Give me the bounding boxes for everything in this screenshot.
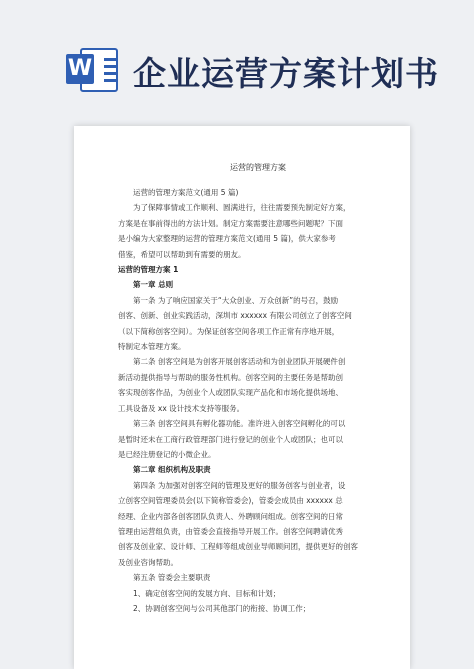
text-line: 特制定本管理方案。	[118, 342, 186, 352]
document-page	[74, 126, 410, 669]
text-line: 为了保障事情或工作顺利、圆满进行，往往需要预先制定好方案，	[133, 203, 351, 213]
text-line: 1、确定创客空间的发展方向、目标和计划；	[133, 588, 281, 598]
text-line: 客实现创客作品，为创业个人或团队实现产品化和市场化提供场地、	[118, 388, 343, 398]
text-line: 创客及创业家、设计师、工程师等组成创业导师顾问团，提供更好的创客	[118, 542, 358, 552]
header-banner	[0, 0, 474, 110]
text-line: 第一条 为了响应国家关于“大众创业、万众创新”的号召，鼓励	[133, 295, 339, 305]
text-line: 管理由运营组负责，由管委会直接指导开展工作。创客空间聘请优秀	[118, 526, 343, 536]
text-line: 新活动提供指导与帮助的服务性机构。创客空间的主要任务是帮助创	[118, 372, 343, 382]
text-line: 是暂时还未在工商行政管理部门进行登记的创业个人或团队；也可以	[118, 434, 343, 444]
text-line: 第四条 为加强对创客空间的管理及更好的服务创客与创业者，设	[133, 480, 346, 490]
document-title: 运营的管理方案	[230, 163, 286, 172]
section-heading: 运营的管理方案 1	[118, 265, 179, 275]
text-line: 2、协调创客空间与公司其他部门的衔接、协调工作；	[133, 603, 311, 613]
text-line: 第五条 管委会主要职责	[133, 573, 211, 583]
text-line: 借鉴，希望可以帮助到有需要的朋友。	[118, 249, 246, 259]
text-line: 创客、创新、创业实践活动，深圳市 xxxxxx 有限公司创立了创客空间	[118, 311, 352, 321]
text-line: 经理、企业内部各创客团队负责人、外聘顾问组成。创客空间的日常	[118, 511, 343, 521]
text-line: 及创业咨询帮助。	[118, 557, 178, 567]
text-line: 工具设备及 xx 设计技术支持等服务。	[118, 403, 245, 413]
word-letter: W	[66, 54, 94, 84]
document-content	[118, 162, 398, 616]
text-line: 是小编为大家整理的运营的管理方案范文(通用 5 篇)，供大家参考	[118, 234, 336, 244]
page-title: 企业运营方案计划书	[133, 54, 439, 93]
section-heading: 第一章 总则	[133, 280, 174, 290]
text-line: 方案是在事前得出的方法计划。制定方案需要注意哪些问题呢？下面	[118, 218, 343, 228]
text-line: 运营的管理方案范文(通用 5 篇)	[133, 188, 239, 197]
word-document-icon	[66, 44, 120, 96]
text-line: 第二条 创客空间是为创客开展创客活动和为创业团队开展硬件创	[133, 357, 346, 367]
text-line: （以下简称创客空间）。为保证创客空间各项工作正常有序地开展，	[118, 326, 340, 336]
text-line: 立创客空间管理委员会(以下简称管委会)，管委会成员由 xxxxxx 总	[118, 496, 343, 506]
text-line: 第三条 创客空间具有孵化器功能。准许进入创客空间孵化的可以	[133, 419, 346, 429]
document-body	[118, 185, 398, 616]
section-heading: 第二章 组织机构及职责	[133, 465, 211, 475]
text-line: 是已经注册登记的小微企业。	[118, 449, 216, 459]
